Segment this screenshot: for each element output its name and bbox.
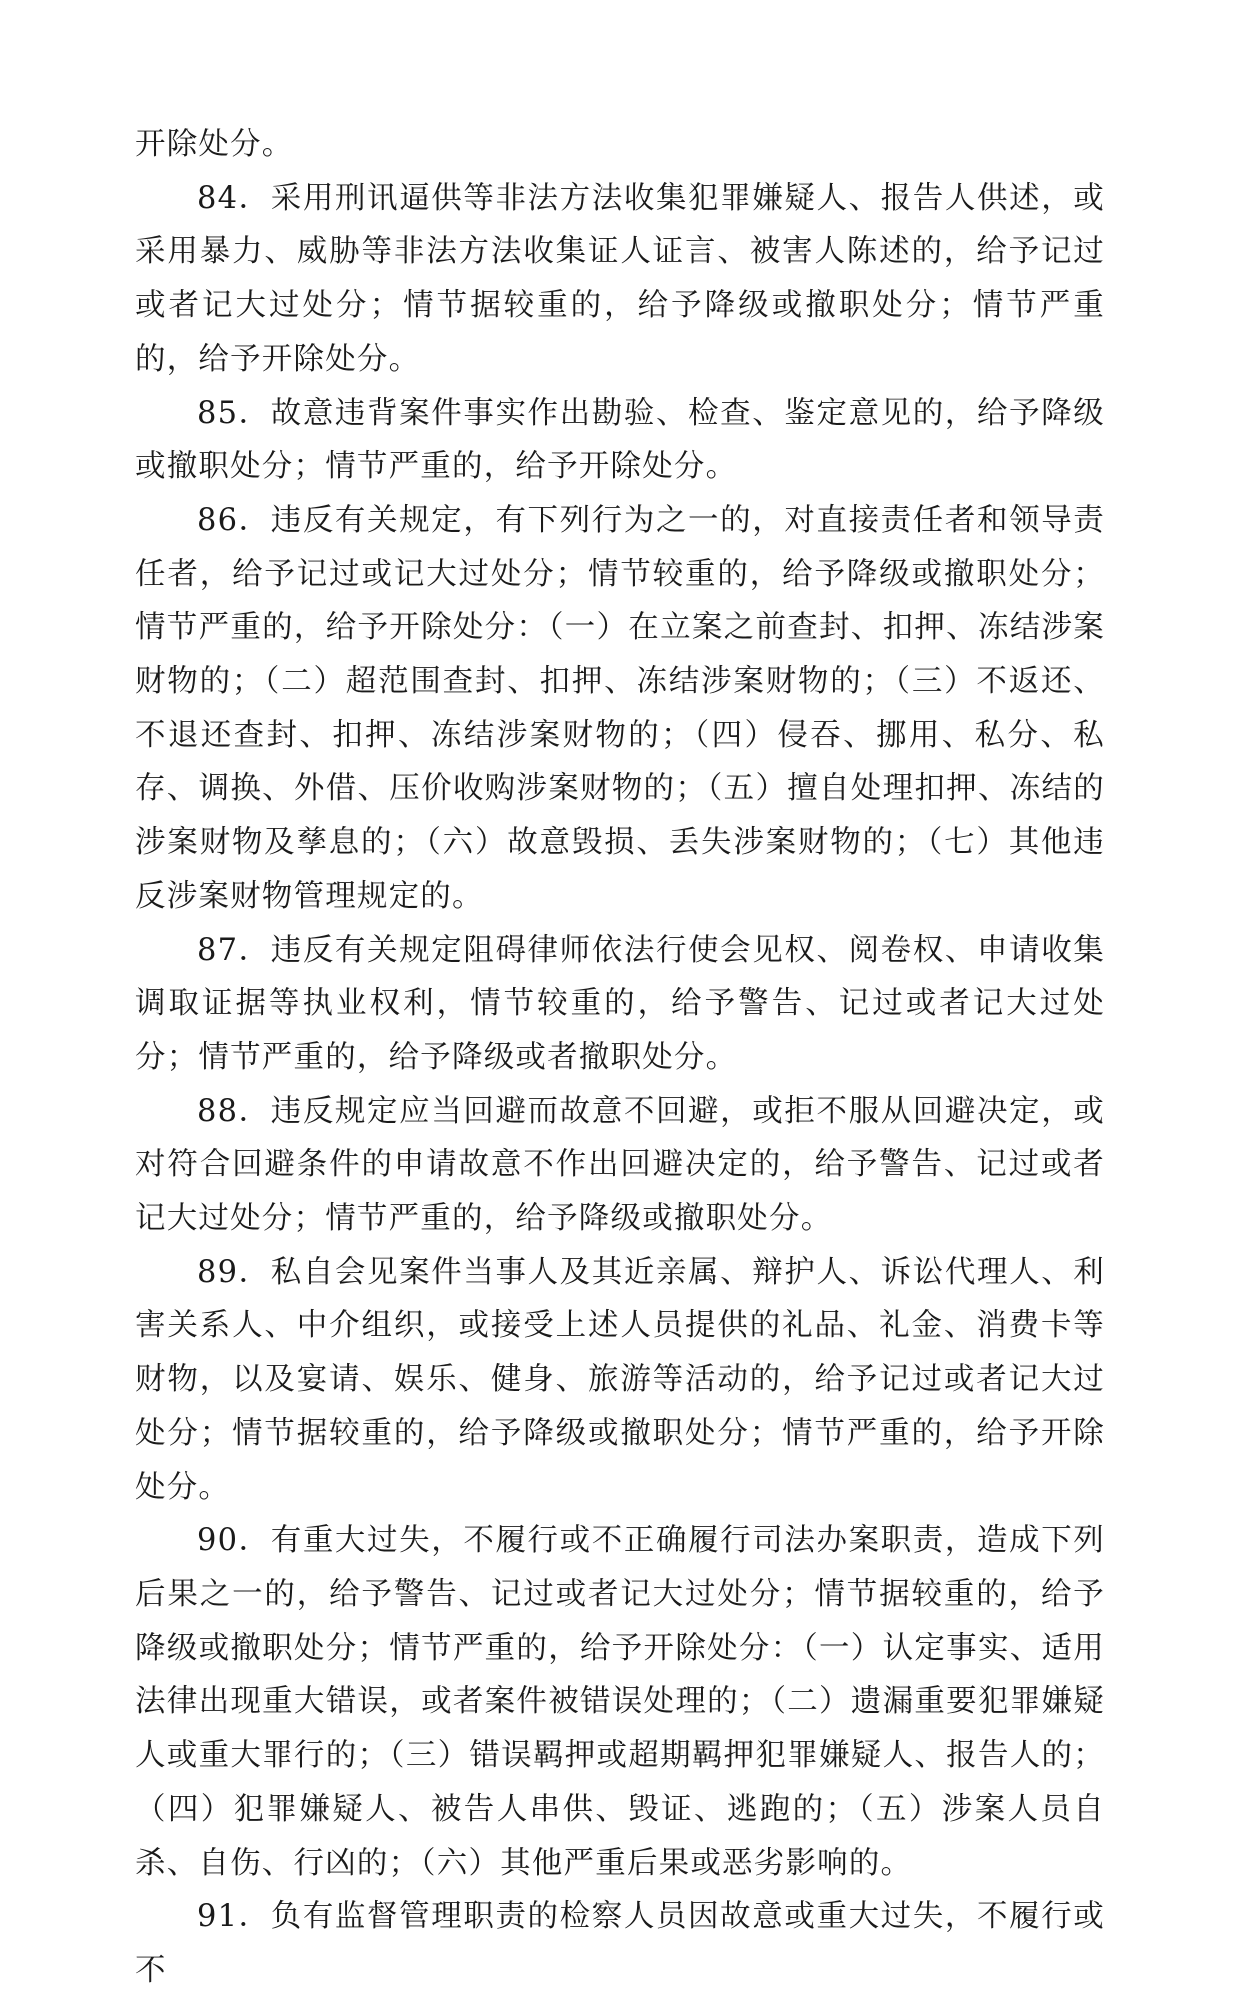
article-89: 89．私自会见案件当事人及其近亲属、辩护人、诉讼代理人、利害关系人、中介组织，或接受上述人员提供的礼品、礼金、消费卡等财物，以及宴请、娱乐、健身、旅游等活动的，给予记过或者记大过处分；情节据较重的，给予降级或撤职处分；情节严重的，给予开除处分。 [135, 1254, 1105, 1505]
article-90: 90．有重大过失，不履行或不正确履行司法办案职责，造成下列后果之一的，给予警告、记过或者记大过处分；情节据较重的，给予降级或撤职处分；情节严重的，给予开除处分：（一）认定事实、适用法律出现重大错误，或者案件被错误处理的；（二）遗漏重要犯罪嫌疑人或重大罪行的；（三）错误羁押或超期羁押犯罪嫌疑人、报告人的；（四）犯罪嫌疑人、被告人串供、毁证、逃跑的；（五）涉案人员自杀、自伤、行凶的；（六）其他严重后果或恶劣影响的。 [135, 1523, 1105, 1881]
document-page [135, 118, 1105, 1998]
article-86: 86．违反有关规定，有下列行为之一的，对直接责任者和领导责任者，给予记过或记大过处分；情节较重的，给予降级或撤职处分；情节严重的，给予开除处分：（一）在立案之前查封、扣押、冻结涉案财物的；（二）超范围查封、扣押、冻结涉案财物的；（三）不返还、不退还查封、扣押、冻结涉案财物的；（四）侵吞、挪用、私分、私存、调换、外借、压价收购涉案财物的；（五）擅自处理扣押、冻结的涉案财物及孳息的；（六）故意毁损、丢失涉案财物的；（七）其他违反涉案财物管理规定的。 [135, 502, 1105, 914]
paragraph-continuation: 开除处分。 [135, 127, 294, 162]
article-87: 87．违反有关规定阻碍律师依法行使会见权、阅卷权、申请收集调取证据等执业权利，情节较重的，给予警告、记过或者记大过处分；情节严重的，给予降级或者撤职处分。 [135, 932, 1105, 1075]
article-84: 84．采用刑讯逼供等非法方法收集犯罪嫌疑人、报告人供述，或采用暴力、威胁等非法方法收集证人证言、被害人陈述的，给予记过或者记大过处分；情节据较重的，给予降级或撤职处分；情节严重的，给予开除处分。 [135, 180, 1105, 377]
article-85: 85．故意违背案件事实作出勘验、检查、鉴定意见的，给予降级或撤职处分；情节严重的，给予开除处分。 [135, 395, 1105, 485]
article-88: 88．违反规定应当回避而故意不回避，或拒不服从回避决定，或对符合回避条件的申请故意不作出回避决定的，给予警告、记过或者记大过处分；情节严重的，给予降级或撤职处分。 [135, 1093, 1105, 1237]
article-91: 91．负有监督管理职责的检察人员因故意或重大过失，不履行或不 [135, 1899, 1105, 1988]
